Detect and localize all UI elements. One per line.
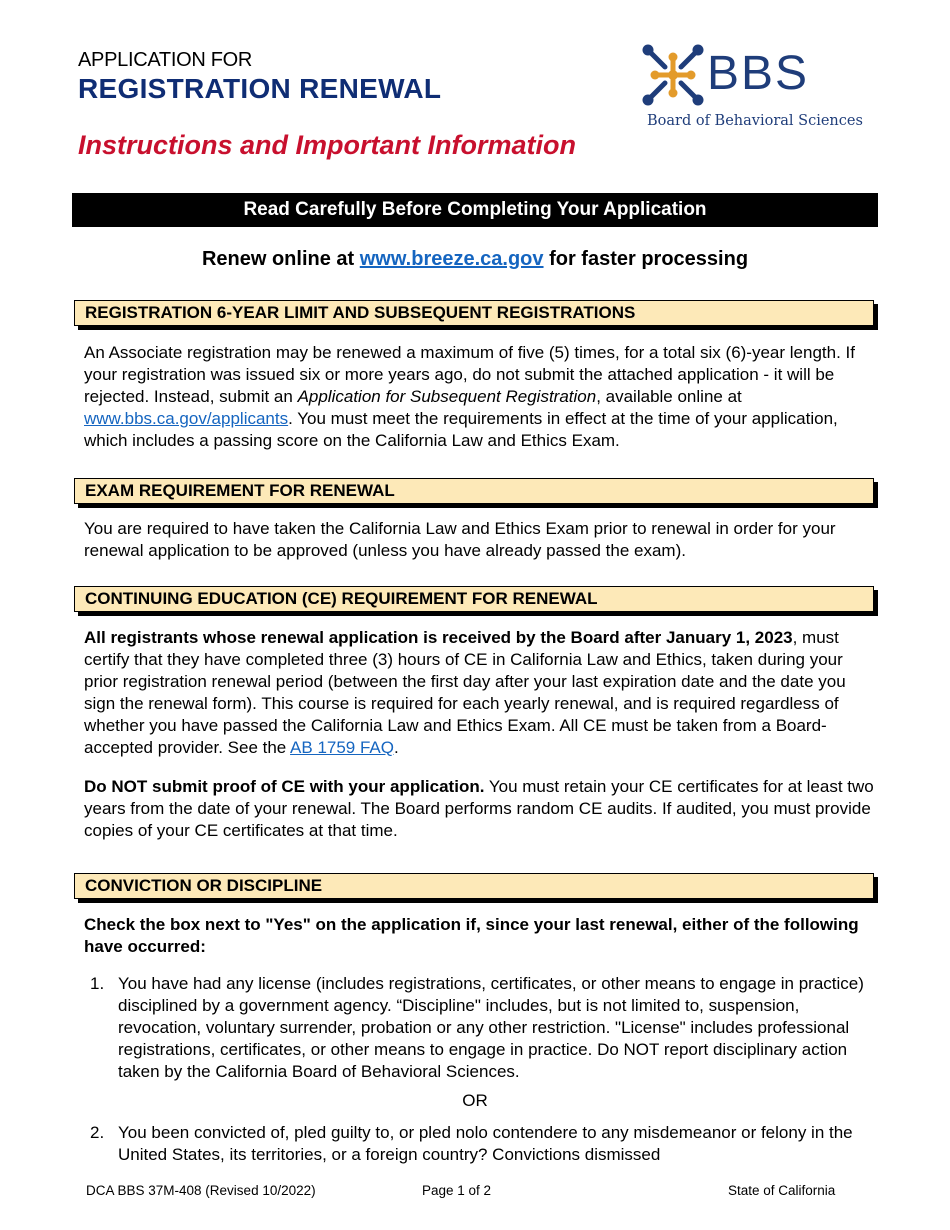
list-number: 2.	[90, 1123, 105, 1142]
section-text-6-year-limit	[84, 342, 880, 452]
section-heading-6-year-limit: REGISTRATION 6-YEAR LIMIT AND SUBSEQUENT REGISTRATIONS	[74, 300, 874, 326]
instructions-subtitle: Instructions and Important Information	[78, 130, 576, 160]
read-carefully-banner: Read Carefully Before Completing Your Application	[72, 193, 878, 227]
ce-text-1-end: .	[394, 738, 399, 757]
bbs-emblem-icon	[640, 42, 706, 108]
ab-1759-faq-link[interactable]: AB 1759 FAQ	[290, 738, 394, 757]
limit-text-3: . You must meet the requirements in effect at the time of your application, which includes a passing score on the California Law and Ethics Exam.	[84, 409, 838, 450]
renew-online-line	[72, 248, 878, 271]
section-text-exam: You are required to have taken the California Law and Ethics Exam prior to renewal in order for your renewal application to be approved (unless you have already passed the exam).	[84, 519, 836, 560]
section-text-ce-proof	[84, 776, 880, 842]
limit-text-2: , available online at	[596, 387, 742, 406]
form-header	[78, 48, 441, 106]
logo-letters: BBS	[707, 47, 810, 100]
list-text: You been convicted of, pled guilty to, or pled nolo contendere to any misdemeanor or felony in the United States, its territories, or a foreign country? Convictions dismissed	[118, 1123, 853, 1164]
ce-text-1: , must certify that they have completed three (3) hours of CE in California Law and Ethics, taken during your prior registration renewal period (between the first day after your last expiration date and the date you sign the renewal form). This course is required for each yearly renewal, and is required regardless of whether you have passed the California Law and Ethics Exam. All CE must be taken from a Board-accepted provider. See the	[84, 628, 846, 757]
bbs-applicants-link[interactable]: www.bbs.ca.gov/applicants	[84, 409, 289, 428]
limit-text-1: An Associate registration may be renewed a maximum of five (5) times, for a total six (6)-year length. If your registration was issued six or more years ago, do not submit the attached application - it will be rejected. Instead, submit an	[84, 343, 855, 406]
ce-text-2: You must retain your CE certificates for at least two years from the date of your renewal. The Board performs random CE audits. If audited, you must provide copies of your CE certificates at that time.	[84, 777, 874, 840]
section-text-ce-requirement	[84, 627, 880, 759]
ce-bold-no-proof: Do NOT submit proof of CE with your application.	[84, 777, 485, 796]
list-number: 1.	[90, 974, 105, 993]
renew-prefix: Renew online at	[201, 248, 360, 270]
bbs-logo	[640, 42, 872, 134]
footer-state: State of California	[728, 1183, 836, 1198]
footer-page-number: Page 1 of 2	[422, 1183, 492, 1198]
application-for-label: APPLICATION FOR	[78, 49, 253, 71]
subsequent-registration-title: Application for Subsequent Registration	[297, 387, 597, 406]
footer-form-id: DCA BBS 37M-408 (Revised 10/2022)	[86, 1183, 316, 1198]
ce-bold-date: All registrants whose renewal application is received by the Board after January 1, 2023	[84, 628, 793, 647]
breeze-link[interactable]: www.breeze.ca.gov	[359, 248, 544, 270]
logo-board-name: Board of Behavioral Sciences	[647, 113, 863, 129]
conviction-intro: Check the box next to "Yes" on the application if, since your last renewal, either of the following have occurred:	[84, 915, 859, 956]
or-separator: OR	[462, 1091, 488, 1110]
list-text: You have had any license (includes registrations, certificates, or other means to engage in practice) disciplined by a government agency. “Discipline" includes, but is not limited to, suspension, revocation, voluntary surrender, probation or any other restriction. "License" includes professional registrations, certificates, or other means to engage in practice. Do NOT report disciplinary action taken by the California Board of Behavioral Sciences.	[118, 974, 864, 1081]
section-heading-exam: EXAM REQUIREMENT FOR RENEWAL	[74, 478, 874, 504]
form-title: REGISTRATION RENEWAL	[78, 73, 442, 104]
section-heading-ce: CONTINUING EDUCATION (CE) REQUIREMENT FOR RENEWAL	[74, 586, 874, 612]
renew-suffix: for faster processing	[543, 248, 749, 270]
section-heading-conviction: CONVICTION OR DISCIPLINE	[74, 873, 874, 899]
